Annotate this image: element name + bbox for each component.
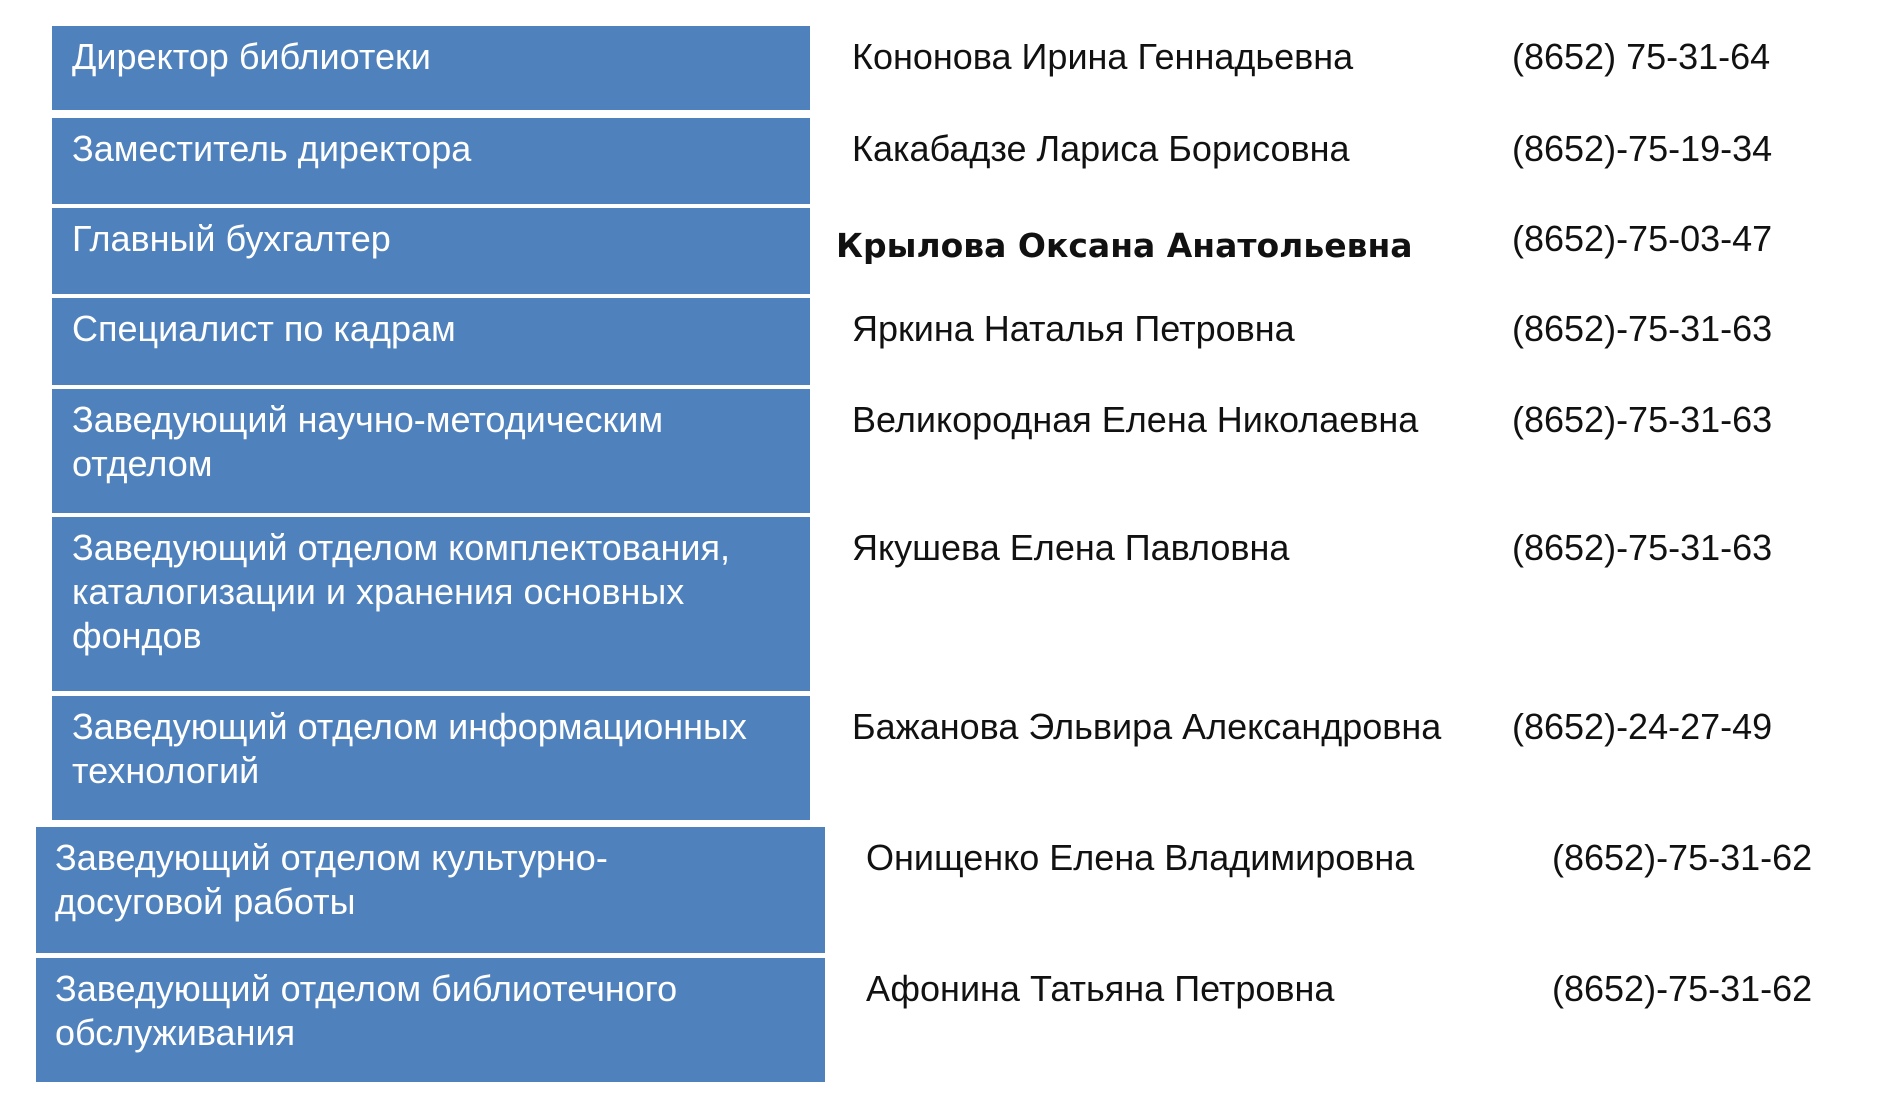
person-name: Якушева Елена Павловна: [852, 527, 1290, 568]
position-label: Специалист по кадрам: [52, 298, 810, 385]
position-label: Заместитель директора: [52, 118, 810, 204]
phone-number: (8652)-75-19-34: [1512, 128, 1773, 169]
phone-number: (8652)-75-31-63: [1512, 399, 1773, 440]
phone-number: (8652)-75-31-63: [1512, 527, 1773, 568]
position-label: Заведующий отделом комплектования, каталогизации и хранения основных фондов: [52, 517, 810, 691]
person-name: Крылова Оксана Анатольевна: [836, 226, 1413, 265]
phone-number: (8652)-75-31-62: [1552, 968, 1813, 1009]
phone-number: (8652)-75-31-63: [1512, 308, 1773, 349]
phone-number: (8652) 75-31-64: [1512, 36, 1771, 77]
position-label: Директор библиотеки: [52, 26, 810, 110]
person-name: Афонина Татьяна Петровна: [866, 968, 1335, 1009]
person-name: Какабадзе Лариса Борисовна: [852, 128, 1350, 169]
person-name: Бажанова Эльвира Александровна: [852, 706, 1442, 747]
person-name: Кононова Ирина Геннадьевна: [852, 36, 1354, 77]
person-name: Яркина Наталья Петровна: [852, 308, 1295, 349]
position-label: Заведующий научно-методическим отделом: [52, 389, 810, 513]
phone-number: (8652)-24-27-49: [1512, 706, 1773, 747]
person-name: Онищенко Елена Владимировна: [866, 837, 1415, 878]
person-name: Великородная Елена Николаевна: [852, 399, 1419, 440]
position-label: Заведующий отделом библиотечного обслуживания: [36, 958, 825, 1082]
phone-number: (8652)-75-03-47: [1512, 218, 1773, 259]
position-label: Главный бухгалтер: [52, 208, 810, 294]
phone-number: (8652)-75-31-62: [1552, 837, 1813, 878]
position-label: Заведующий отделом информационных технологий: [52, 696, 810, 820]
position-label: Заведующий отделом культурно- досуговой работы: [36, 827, 825, 953]
